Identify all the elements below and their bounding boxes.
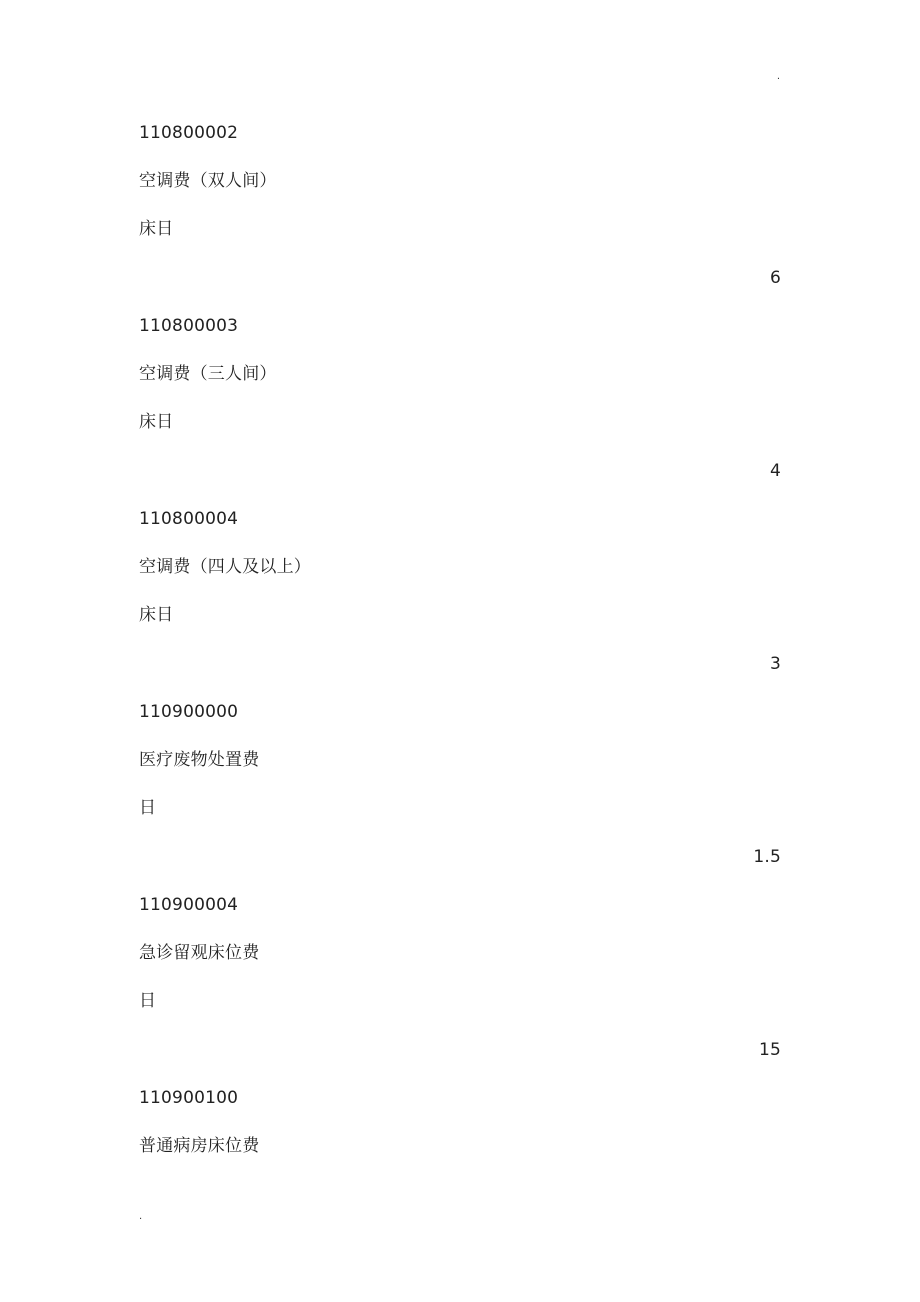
item-code: 110900000 bbox=[139, 702, 239, 722]
item-name: 空调费（双人间） bbox=[139, 171, 277, 191]
item-name: 普通病房床位费 bbox=[139, 1136, 260, 1156]
header-dot: . bbox=[776, 71, 780, 82]
item-name: 急诊留观床位费 bbox=[139, 943, 260, 963]
item-name: 医疗废物处置费 bbox=[139, 750, 260, 770]
item-unit: 床日 bbox=[139, 605, 174, 625]
item-name: 空调费（三人间） bbox=[139, 364, 277, 384]
item-code: 110800004 bbox=[139, 509, 239, 529]
item-code: 110800003 bbox=[139, 316, 239, 336]
item-unit: 日 bbox=[139, 991, 157, 1011]
item-unit: 日 bbox=[139, 798, 157, 818]
item-code: 110900100 bbox=[139, 1088, 239, 1108]
item-price: 3 bbox=[769, 654, 781, 674]
item-code: 110800002 bbox=[139, 123, 239, 143]
item-unit: 床日 bbox=[139, 219, 174, 239]
item-price: 6 bbox=[769, 268, 781, 288]
footer-dot: . bbox=[139, 1211, 143, 1222]
item-price: 4 bbox=[769, 461, 781, 481]
item-name: 空调费（四人及以上） bbox=[139, 557, 311, 577]
item-code: 110900004 bbox=[139, 895, 239, 915]
item-unit: 床日 bbox=[139, 412, 174, 432]
item-price: 1.5 bbox=[753, 847, 781, 867]
item-price: 15 bbox=[758, 1040, 781, 1060]
